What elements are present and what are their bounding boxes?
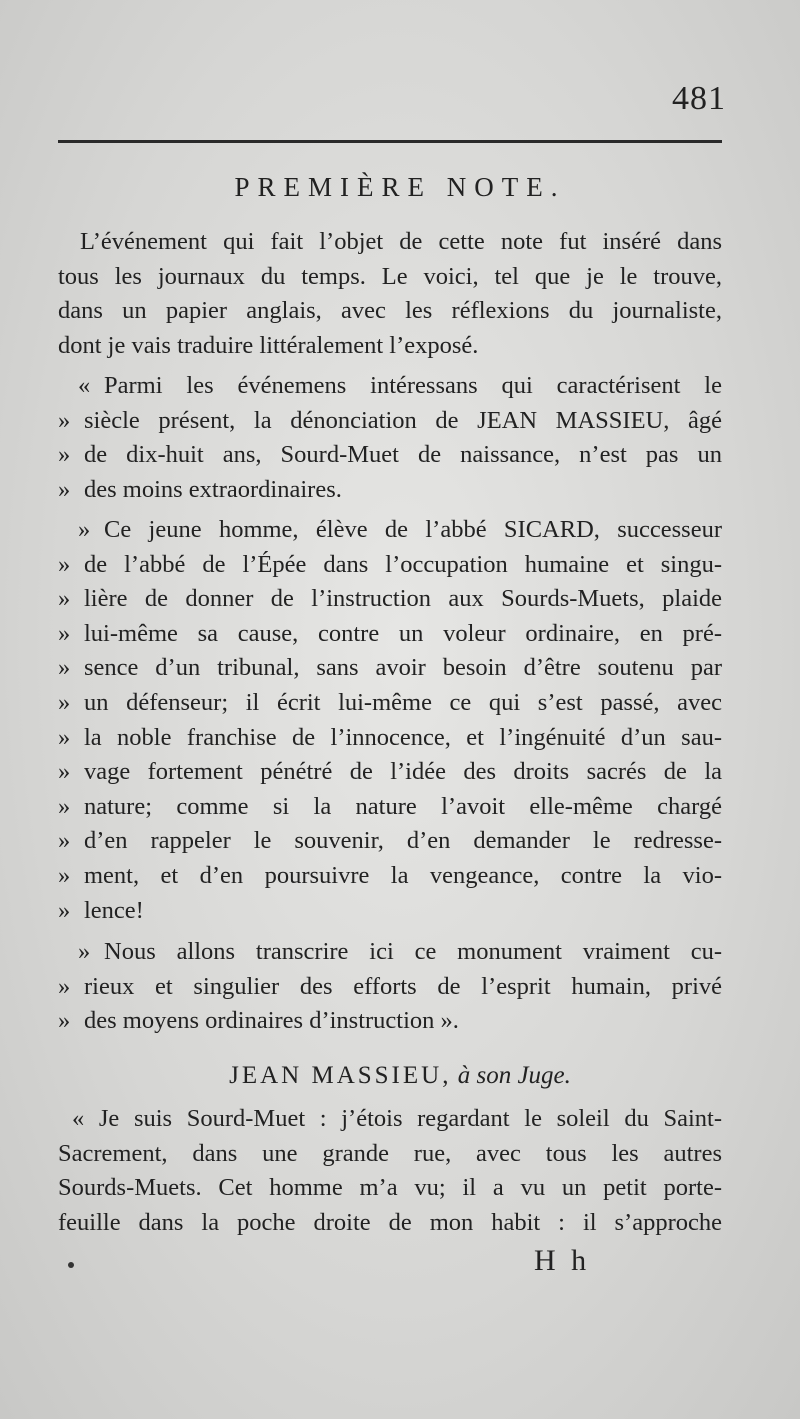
text-line: » de dix-huit ans, Sourd-Muet de naissance, n’est pas un <box>58 441 722 469</box>
header-rule <box>58 140 722 143</box>
text-line: L’événement qui fait l’objet de cette note fut inséré dans <box>80 228 722 255</box>
text-line: « Je suis Sourd-Muet : j’étois regardant le soleil du Saint- <box>72 1105 722 1132</box>
text-line: Sourds-Muets. Cet homme m’a vu; il a vu un petit porte- <box>58 1174 722 1202</box>
text-line: » nature; comme si la nature l’avoit elle-même chargé <box>58 792 722 820</box>
text-line: » lui-même sa cause, contre un voleur ordinaire, en pré- <box>58 619 722 647</box>
intro-paragraph <box>58 225 722 363</box>
text-line: » un défenseur; il écrit lui-même ce qui s’est passé, avec <box>58 688 722 716</box>
text-line: » des moyens ordinaires d’instruction ». <box>58 1007 459 1035</box>
quote-paragraph-1 <box>58 369 722 507</box>
ink-dot <box>68 1262 74 1268</box>
text-line: Sacrement, dans une grande rue, avec tous les autres <box>58 1139 722 1167</box>
text-line: tous les journaux du temps. Le voici, tel que je le trouve, <box>58 262 722 290</box>
quote-paragraph-3 <box>58 935 722 1039</box>
page-number: 481 <box>672 80 726 117</box>
text-line: » lière de donner de l’instruction aux Sourds-Muets, plaide <box>58 585 722 613</box>
text-line: » rieux et singulier des efforts de l’esprit humain, privé <box>58 972 722 1000</box>
letter-heading <box>0 1062 800 1090</box>
text-line: « Parmi les événemens intéressans qui caractérisent le <box>78 372 722 399</box>
note-title: PREMIÈRE NOTE. <box>234 172 566 202</box>
signature-mark: H h <box>534 1244 591 1277</box>
text-line: » Ce jeune homme, élève de l’abbé SICARD, successeur <box>78 516 722 543</box>
text-line: » de l’abbé de l’Épée dans l’occupation humaine et singu- <box>58 550 722 578</box>
text-line: » vage fortement pénétré de l’idée des droits sacrés de la <box>58 758 722 786</box>
letter-paragraph <box>58 1102 722 1240</box>
text-line: » la noble franchise de l’innocence, et l’ingénuité d’un sau- <box>58 723 722 751</box>
text-line: dans un papier anglais, avec les réflexions du journaliste, <box>58 297 722 325</box>
text-line: » lence! <box>58 896 144 924</box>
text-line: » des moins extraordinaires. <box>58 475 342 503</box>
text-line: » siècle présent, la dénonciation de JEAN MASSIEU, âgé <box>58 406 722 434</box>
letter-addressee: à son Juge. <box>457 1062 571 1089</box>
quote-paragraph-2 <box>58 513 722 928</box>
text-line: » sence d’un tribunal, sans avoir besoin d’être soutenu par <box>58 654 722 682</box>
text-line: » Nous allons transcrire ici ce monument vraiment cu- <box>78 938 722 965</box>
text-line: » d’en rappeler le souvenir, d’en demander le redresse- <box>58 827 722 855</box>
text-line: dont je vais traduire littéralement l’exposé. <box>58 331 479 359</box>
text-line: feuille dans la poche droite de mon habit : il s’approche <box>58 1208 722 1236</box>
letter-author: JEAN MASSIEU, <box>229 1062 452 1089</box>
text-line: » ment, et d’en poursuivre la vengeance, contre la vio- <box>58 861 722 889</box>
